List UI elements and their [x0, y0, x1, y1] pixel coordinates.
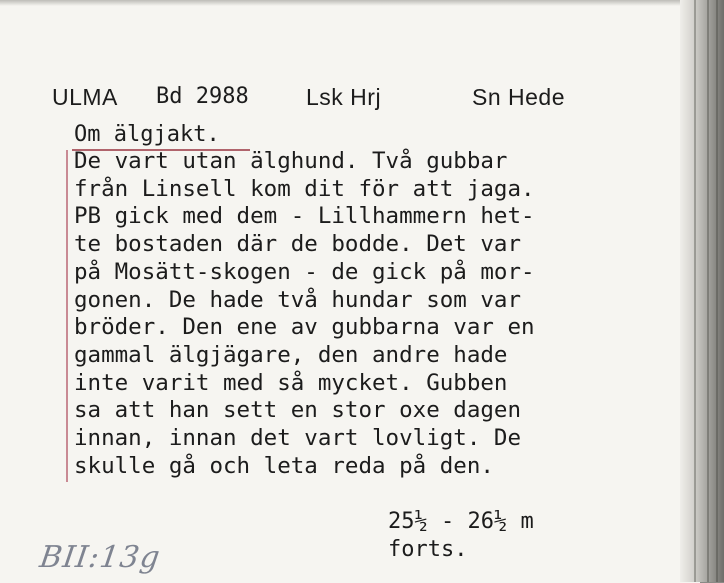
scan-edge-shadow — [680, 0, 724, 582]
margin-rule — [66, 150, 68, 482]
body-line: PB gick med dem - Lillhammern het- — [74, 203, 535, 230]
archive-code: ULMA — [52, 84, 118, 110]
body-line: sa att han sett en stor oxe dagen — [74, 397, 522, 424]
body-line: bröder. Den ene av gubbarna var en — [74, 314, 535, 341]
body-line: inte varit med så mycket. Gubben — [74, 369, 508, 396]
body-line: gammal älgjägare, den andre hade — [74, 341, 508, 368]
volume-number: Bd 2988 — [156, 84, 249, 109]
body-line: från Linsell kom dit för att jaga. — [74, 175, 535, 202]
card-top-edge — [0, 0, 724, 6]
continued-note: forts. — [388, 537, 468, 562]
body-line: på Mosätt-skogen - de gick på mor- — [74, 258, 535, 285]
province-code: Lsk Hrj — [306, 84, 382, 110]
page-reference — [388, 508, 534, 564]
page-range: 25½ - 26½ m — [388, 509, 534, 534]
card-body — [74, 148, 674, 480]
body-line: te bostaden där de bodde. Det var — [74, 231, 522, 258]
body-line: De vart utan älghund. Två gubbar — [74, 148, 508, 174]
handwritten-archive-mark: BII:13g — [37, 540, 163, 575]
body-line: innan, innan det vart lovligt. De — [74, 425, 522, 452]
card-topic: Om älgjakt. — [74, 122, 220, 147]
parish-name: Sn Hede — [472, 84, 566, 110]
body-line: gonen. De hade två hundar som var — [74, 286, 522, 313]
body-line: skulle gå och leta reda på den. — [74, 452, 494, 479]
